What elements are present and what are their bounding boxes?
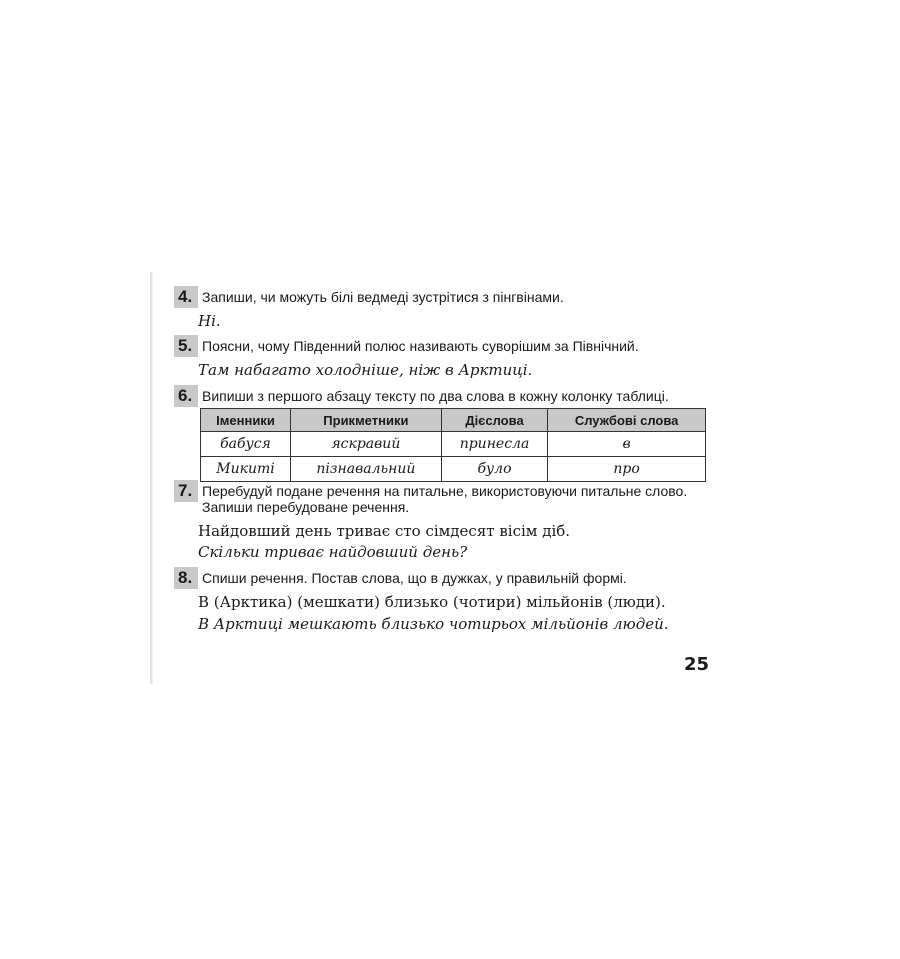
task-number-badge: 4. bbox=[174, 286, 198, 308]
task-source-sentence: В (Арктика) (мешкати) близько (чотири) мільйонів (люди). bbox=[198, 593, 666, 611]
page-fold-edge bbox=[150, 272, 153, 684]
column-header-adjectives: Прикметники bbox=[290, 409, 441, 432]
table-cell: було bbox=[441, 457, 547, 482]
table-cell: бабуся bbox=[201, 432, 291, 457]
task-number-badge: 6. bbox=[174, 385, 198, 407]
parts-of-speech-table bbox=[200, 408, 706, 482]
task-question: Спиши речення. Постав слова, що в дужках, у правильній формі. bbox=[202, 570, 627, 586]
task-number-badge: 8. bbox=[174, 567, 198, 589]
table-cell: принесла bbox=[441, 432, 547, 457]
page-number: 25 bbox=[684, 654, 710, 675]
task-source-sentence: Найдовший день триває сто сімдесят вісім діб. bbox=[198, 522, 571, 540]
table-cell: в bbox=[548, 432, 706, 457]
task-question-line-1: Перебудуй подане речення на питальне, використовуючи питальне слово. bbox=[202, 483, 688, 499]
table-row bbox=[201, 432, 706, 457]
table-row bbox=[201, 457, 706, 482]
column-header-verbs: Дієслова bbox=[441, 409, 547, 432]
task-number-badge: 5. bbox=[174, 335, 198, 357]
task-number-badge: 7. bbox=[174, 480, 198, 502]
task-question: Поясни, чому Південний полюс називають суворішим за Північний. bbox=[202, 338, 639, 354]
table-cell: яскравий bbox=[290, 432, 441, 457]
task-question: Випиши з першого абзацу тексту по два слова в кожну колонку таблиці. bbox=[202, 388, 669, 404]
task-answer: Там набагато холодніше, ніж в Арктиці. bbox=[198, 361, 533, 379]
task-question: Запиши, чи можуть білі ведмеді зустрітися з пінгвінами. bbox=[202, 289, 564, 305]
task-question-line-2: Запиши перебудоване речення. bbox=[202, 499, 410, 515]
column-header-function-words: Службові слова bbox=[548, 409, 706, 432]
column-header-nouns: Іменники bbox=[201, 409, 291, 432]
task-answer: Скільки триває найдовший день? bbox=[198, 543, 468, 561]
table-cell: Микиті bbox=[201, 457, 291, 482]
task-answer: Ні. bbox=[198, 312, 221, 330]
table-cell: про bbox=[548, 457, 706, 482]
task-answer: В Арктиці мешкають близько чотирьох мільйонів людей. bbox=[198, 615, 669, 633]
table-cell: пізнавальний bbox=[290, 457, 441, 482]
